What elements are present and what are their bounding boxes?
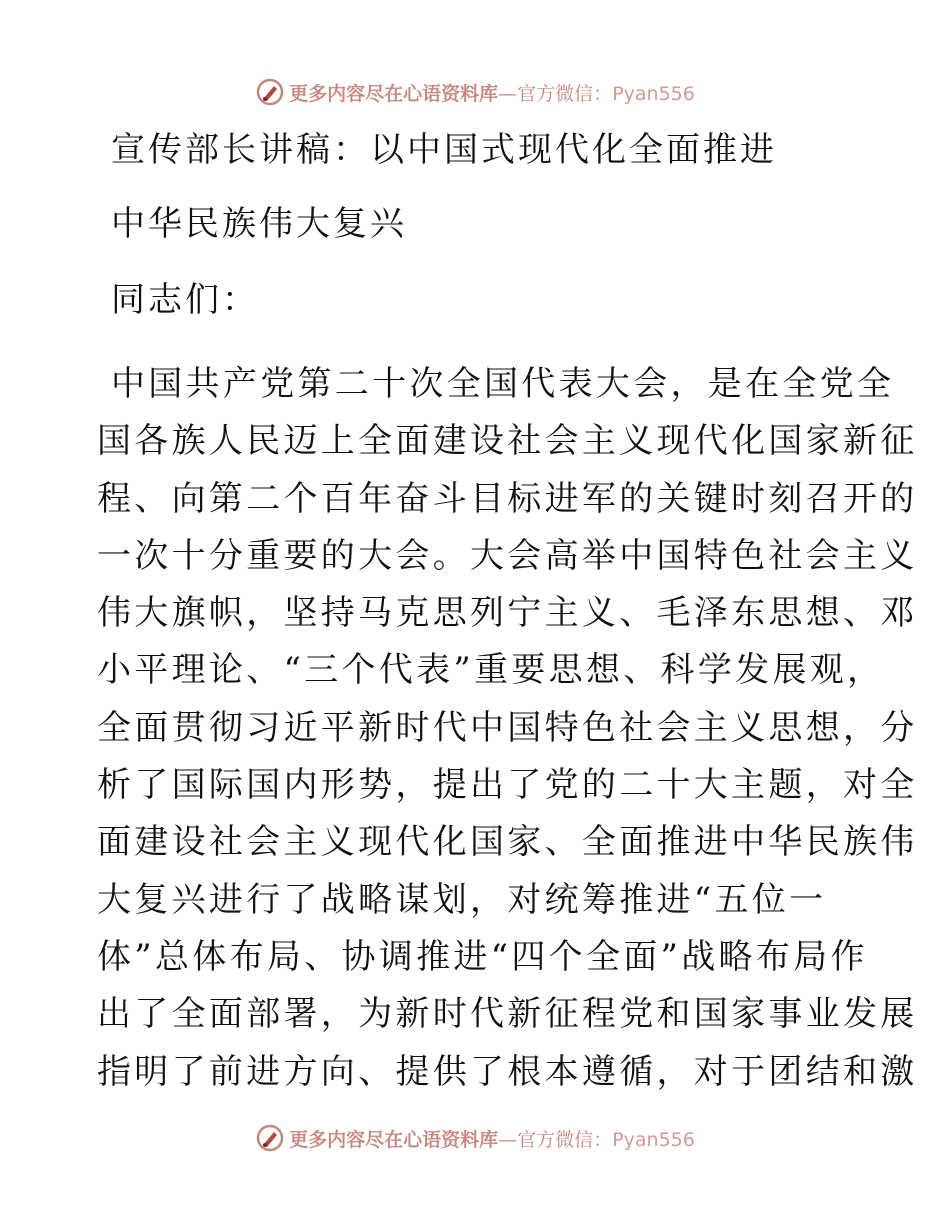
banner-separator: — bbox=[498, 1128, 518, 1151]
paragraph-line: 全面贯彻习近平新时代中国特色社会主义思想，分 bbox=[97, 707, 918, 748]
document-body bbox=[97, 120, 918, 1105]
banner-separator: — bbox=[498, 82, 518, 105]
paragraph-line: 小平理论、“三个代表”重要思想、科学发展观， bbox=[97, 650, 885, 691]
pen-logo-icon bbox=[255, 77, 285, 107]
banner-wechat-label: 官方微信： bbox=[517, 82, 613, 105]
paragraph-line: 出了全面部署，为新时代新征程党和国家事业发展 bbox=[97, 994, 918, 1035]
paragraph-line: 一次十分重要的大会。大会高举中国特色社会主义 bbox=[97, 535, 918, 576]
paragraph-line: 中国共产党第二十次全国代表大会，是在全党全 bbox=[111, 364, 895, 404]
paragraph-line: 伟大旗帜，坚持马克思列宁主义、毛泽东思想、邓 bbox=[97, 593, 918, 634]
footer-watermark-banner bbox=[0, 1118, 950, 1158]
banner-site-text: 更多内容尽在心语资料库 bbox=[289, 1128, 499, 1151]
body-paragraph bbox=[97, 360, 918, 1096]
pen-logo-icon bbox=[255, 1123, 285, 1153]
paragraph-line: 国各族人民迈上全面建设社会主义现代化国家新征 bbox=[97, 421, 918, 462]
banner-site-text: 更多内容尽在心语资料库 bbox=[289, 82, 499, 105]
paragraph-line: 面建设社会主义现代化国家、全面推进中华民族伟 bbox=[97, 822, 918, 863]
header-watermark-banner bbox=[0, 72, 950, 112]
banner-text bbox=[289, 79, 695, 106]
paragraph-line: 程、向第二个百年奋斗目标进军的关键时刻召开的 bbox=[97, 478, 918, 519]
banner-text bbox=[289, 1125, 695, 1152]
paragraph-line: 指明了前进方向、提供了根本遵循，对于团结和激 bbox=[97, 1051, 918, 1092]
paragraph-line: 体”总体布局、协调推进“四个全面”战略布局作 bbox=[97, 936, 868, 977]
document-title-line-1: 宣传部长讲稿：以中国式现代化全面推进 bbox=[111, 130, 777, 170]
banner-wechat-label: 官方微信： bbox=[517, 1128, 613, 1151]
salutation: 同志们： bbox=[111, 280, 259, 320]
banner-wechat-id: Pyan556 bbox=[612, 1128, 695, 1151]
paragraph-line: 析了国际国内形势，提出了党的二十大主题，对全 bbox=[97, 765, 918, 806]
banner-wechat-id: Pyan556 bbox=[612, 82, 695, 105]
paragraph-line: 大复兴进行了战略谋划，对统筹推进“五位一 bbox=[97, 879, 827, 920]
document-title-line-2: 中华民族伟大复兴 bbox=[111, 204, 407, 244]
